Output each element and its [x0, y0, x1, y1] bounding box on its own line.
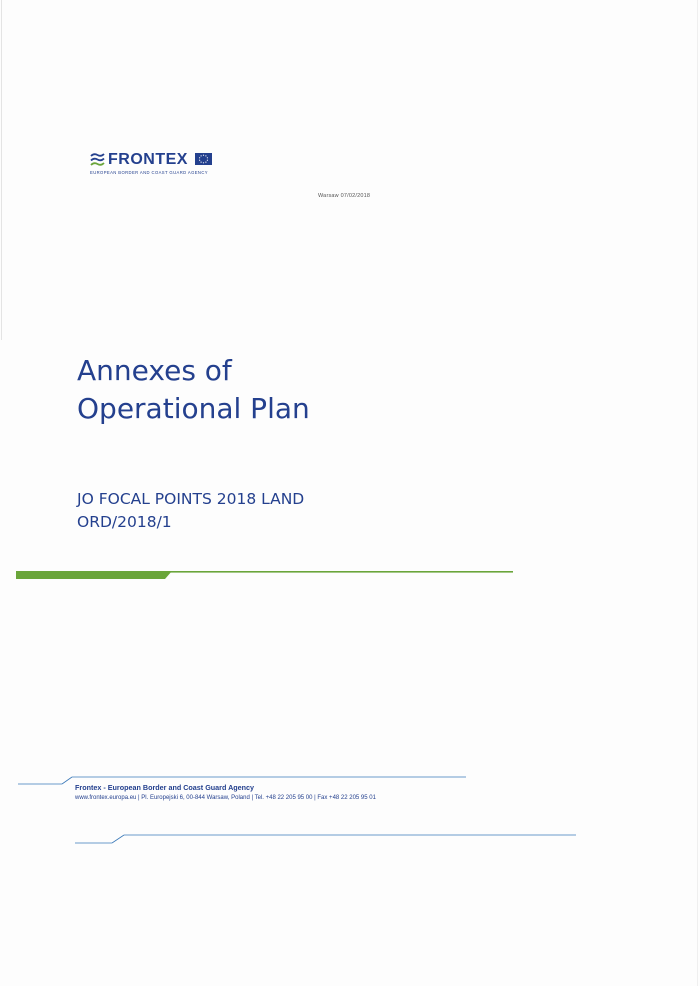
document-title: [77, 352, 310, 428]
footer-website: www.frontex.europa.eu: [75, 795, 137, 801]
scan-edge-left: [1, 0, 2, 340]
footer-contact-line: [75, 795, 376, 801]
title-line-2: Operational Plan: [77, 392, 310, 425]
document-subtitle: [77, 488, 304, 534]
subtitle-line-2: ORD/2018/1: [77, 513, 172, 531]
footer-divider-lines: [0, 770, 700, 850]
footer-separator: |: [312, 795, 318, 801]
title-line-1: Annexes of: [77, 354, 232, 387]
eu-flag-icon: [195, 153, 212, 165]
footer-address: Pl. Europejski 6, 00-844 Warsaw, Poland: [141, 795, 250, 801]
footer-separator: |: [249, 795, 255, 801]
green-divider: [0, 565, 520, 581]
subtitle-line-1: JO FOCAL POINTS 2018 LAND: [77, 490, 305, 508]
logo-tagline: EUROPEAN BORDER AND COAST GUARD AGENCY: [90, 170, 208, 175]
frontex-waves-icon: [90, 153, 105, 167]
footer-tel: Tel. +48 22 205 95 00: [254, 795, 313, 801]
footer-fax: Fax +48 22 205 95 01: [317, 795, 376, 801]
logo-wordmark: FRONTEX: [108, 151, 188, 168]
footer-organisation: Frontex - European Border and Coast Guard Agency: [75, 783, 255, 792]
footer-separator: |: [136, 795, 142, 801]
document-date: Warsaw 07/02/2018: [318, 193, 371, 199]
